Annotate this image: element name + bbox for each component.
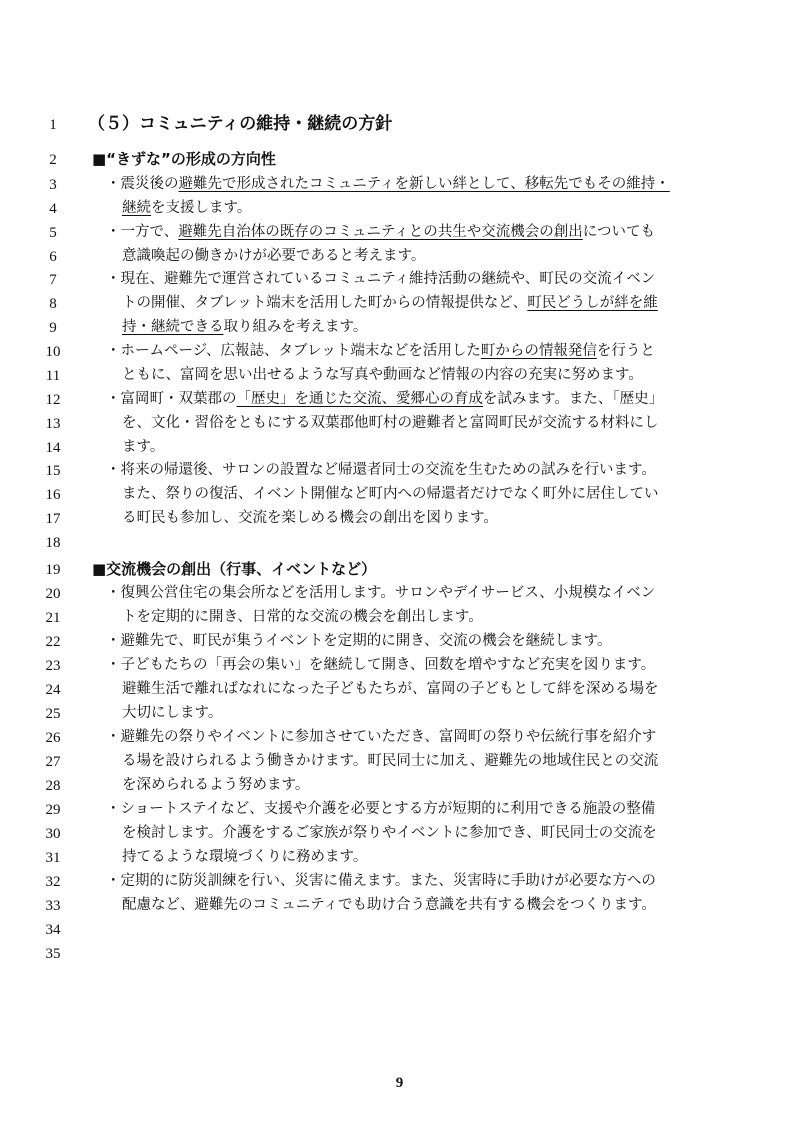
text-segment: ・避難先で、町民が集うイベントを定期的に開き、交流の機会を継続します。 (106, 633, 612, 649)
text-segment: を深められるよう努めます。 (122, 777, 310, 793)
text-segment: を、文化・習俗をともにする双葉郡他町村の避難者と富岡町民が交流する材料にし (122, 415, 659, 431)
text-segment: ・復興公営住宅の集会所などを活用します。サロンやデイサービス、小規模なイベン (106, 585, 656, 601)
text-line (122, 366, 643, 384)
text-segment: 意識喚起の働きかけが必要であると考えます。 (122, 248, 426, 264)
text-line (122, 414, 659, 432)
line-number: 9 (49, 320, 57, 336)
underlined-text: 継続 (122, 200, 151, 216)
text-line (106, 175, 670, 193)
text-segment: ・震災後の (106, 176, 179, 192)
text-line (122, 896, 656, 914)
text-line (122, 704, 222, 722)
text-segment: を行うと (596, 343, 655, 359)
text-segment: ・定期的に防災訓練を行い、災害に備えます。また、災害時に手助けが必要な方への (106, 873, 656, 889)
text-line (106, 390, 663, 408)
text-segment: ともに、富岡を思い出せるような写真や動画など情報の内容の充実に努めます。 (122, 367, 643, 383)
page-number: 9 (395, 1075, 404, 1091)
line-number: 25 (45, 706, 61, 722)
text-line (106, 728, 656, 746)
line-number: 2 (49, 152, 57, 168)
text-line (106, 342, 655, 360)
underlined-text: 町からの情報発信 (480, 343, 597, 359)
line-number: 4 (49, 201, 57, 217)
text-segment: また、祭りの復活、イベント開催など町内への帰還者だけでなく町外に居住してい (122, 486, 659, 502)
line-number: 34 (45, 922, 61, 938)
text-segment: 取り組みを考えます。 (223, 319, 368, 335)
line-number: 20 (45, 586, 61, 602)
text-segment: る場を設けられるよう働きかけます。町民同士に加え、避難先の地域住民との交流 (122, 753, 659, 769)
text-segment: ・ホームページ、広報誌、タブレット端末などを活用した (106, 343, 481, 359)
text-line (122, 848, 367, 866)
text-segment: ・避難先の祭りやイベントに参加させていただき、富岡町の祭りや伝統行事を紹介す (106, 729, 657, 745)
text-line (122, 776, 309, 794)
text-line (122, 608, 483, 626)
text-segment: 避難生活で離ればなれになった子どもたちが、富岡の子どもとして絆を深める場を (122, 681, 659, 697)
line-number: 27 (45, 754, 61, 770)
line-number: 7 (49, 272, 57, 288)
text-line (122, 438, 164, 456)
text-segment: ・将来の帰還後、サロンの設置など帰還者同士の交流を生むための試みを行います。 (106, 462, 656, 478)
underlined-text: 「歴史」を通じた交流、愛郷心の育成 (236, 391, 483, 407)
line-number: 23 (45, 658, 61, 674)
section-heading: ■“きずな”の形成の方向性 (92, 150, 276, 168)
text-line (122, 752, 658, 770)
underlined-text: 持・継続できる (122, 319, 224, 335)
line-number: 12 (45, 392, 61, 408)
text-line (122, 485, 659, 503)
line-number: 14 (45, 440, 61, 456)
line-number: 30 (45, 826, 61, 842)
text-segment: についても (582, 224, 655, 240)
line-number: 18 (45, 535, 61, 551)
line-number: 16 (45, 487, 61, 503)
text-segment: を検討します。介護をするご家族が祭りやイベントに参加でき、町民同士の交流を (122, 825, 657, 841)
line-number: 35 (45, 946, 61, 962)
text-line (122, 680, 659, 698)
text-line (106, 800, 655, 818)
section-title: （５）コミュニティの維持・継続の方針 (88, 114, 393, 134)
text-segment: トの開催、タブレット端末を活用した町からの情報提供など、 (122, 295, 528, 311)
line-number: 29 (45, 802, 61, 818)
text-segment: ・現在、避難先で運営されているコミュニティ維持活動の継続や、町民の交流イベン (106, 271, 656, 287)
line-number: 1 (49, 117, 57, 133)
line-number: 3 (49, 177, 57, 193)
underlined-text: 避難先自治体の既存のコミュニティとの共生や交流機会の創出 (178, 224, 583, 240)
text-line (122, 199, 251, 217)
text-segment: 持てるような環境づくりに務めます。 (122, 849, 368, 865)
line-number: 11 (45, 368, 61, 384)
text-line (106, 656, 655, 674)
line-number: 6 (49, 249, 57, 265)
underlined-text: 避難先で形成されたコミュニティを新しい絆として、移転先でもその維持・ (178, 176, 670, 192)
underlined-text: 町民どうしが絆を維 (527, 295, 658, 311)
text-segment: ・富岡町・双葉郡の (106, 391, 237, 407)
line-number: 22 (45, 634, 61, 650)
text-line (106, 223, 655, 241)
text-segment: 大切にします。 (122, 705, 223, 721)
line-number: 32 (45, 874, 61, 890)
text-segment: ・子どもたちの「再会の集い」を継続して開き、回数を増やすなど充実を図ります。 (106, 657, 656, 673)
text-line (106, 584, 655, 602)
text-segment: 配慮など、避難先のコミュニティでも助け合う意識を共有する機会をつくります。 (122, 897, 656, 913)
text-segment: トを定期的に開き、日常的な交流の機会を創出します。 (122, 609, 483, 625)
text-line (122, 318, 367, 336)
text-line (122, 294, 658, 312)
text-line (106, 872, 656, 890)
line-number: 5 (49, 225, 57, 241)
line-number: 19 (45, 562, 61, 578)
text-segment: ・一方で、 (106, 224, 179, 240)
line-number: 13 (45, 416, 61, 432)
line-number: 26 (45, 730, 61, 746)
text-line (122, 824, 657, 842)
text-segment: る町民も参加し、交流を楽しめる機会の創出を図ります。 (122, 510, 498, 526)
line-number: 28 (45, 778, 61, 794)
line-number: 15 (45, 463, 61, 479)
text-line (122, 509, 498, 527)
text-segment: を支援します。 (151, 200, 252, 216)
section-heading: ■交流機会の創出（行事、イベントなど） (92, 560, 377, 578)
text-line (106, 632, 611, 650)
line-number: 10 (45, 344, 61, 360)
text-line (106, 270, 655, 288)
line-number: 31 (45, 850, 61, 866)
text-segment: ・ショートステイなど、支援や介護を必要とする方が短期的に利用できる施設の整備 (106, 801, 656, 817)
line-number: 8 (49, 296, 57, 312)
line-number: 24 (45, 682, 61, 698)
text-segment: ます。 (122, 439, 165, 455)
line-number: 33 (45, 898, 61, 914)
text-line (122, 247, 425, 265)
line-number: 21 (45, 610, 61, 626)
text-segment: を試みます。また、「歴史」 (483, 391, 664, 407)
line-number: 17 (45, 511, 61, 527)
text-line (106, 461, 656, 479)
